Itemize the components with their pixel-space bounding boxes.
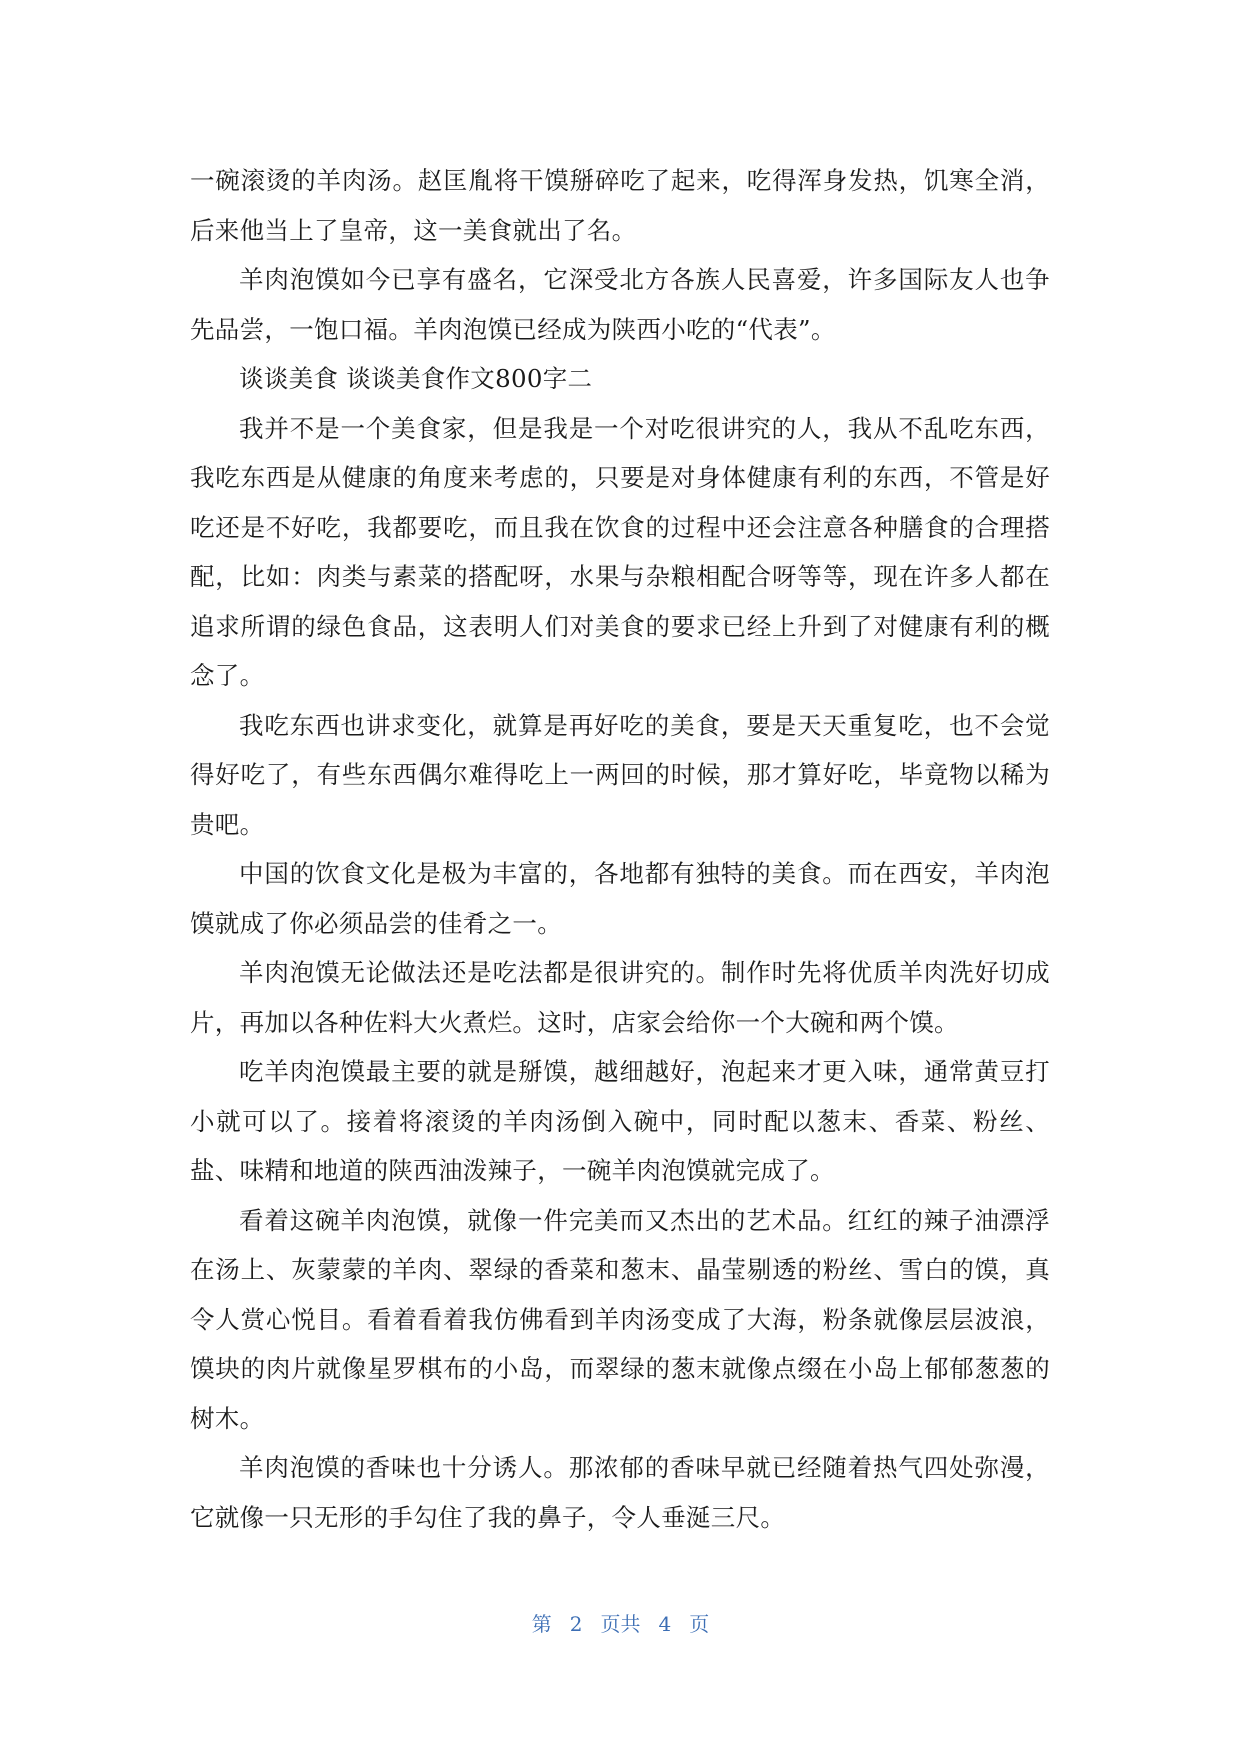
section-heading: 谈谈美食 谈谈美食作文800字二 [239, 364, 593, 393]
footer-page-number: 2 [569, 1612, 583, 1636]
paragraph: 我并不是一个美食家，但是我是一个对吃很讲究的人，我从不乱吃东西，我吃东西是从健康的角度来考虑的，只要是对身体健康有利的东西，不管是好吃还是不好吃，我都要吃，而且我在饮食的过程中还会注意各种膳食的合理搭配，比如：肉类与素菜的搭配呀，水果与杂粮相配合呀等等，现在许多人都在追求所谓的绿色食品，这表明人们对美食的要求已经上升到了对健康有利的概念了。 [190, 413, 1050, 690]
footer-label-di: 第 [531, 1612, 552, 1636]
paragraph: 羊肉泡馍无论做法还是吃法都是很讲究的。制作时先将优质羊肉洗好切成片，再加以各种佐料大火煮烂。这时，店家会给你一个大碗和两个馍。 [190, 958, 1050, 1037]
paragraph: 中国的饮食文化是极为丰富的，各地都有独特的美食。而在西安，羊肉泡馍就成了你必须品尝的佳肴之一。 [190, 859, 1050, 938]
paragraph-continued: 一碗滚烫的羊肉汤。赵匡胤将干馍掰碎吃了起来，吃得浑身发热，饥寒全消，后来他当上了皇帝，这一美食就出了名。 [190, 166, 1050, 245]
footer-label-ye-gong: 页共 [600, 1612, 641, 1636]
paragraph: 看着这碗羊肉泡馍，就像一件完美而又杰出的艺术品。红红的辣子油漂浮在汤上、灰蒙蒙的羊肉、翠绿的香菜和葱末、晶莹剔透的粉丝、雪白的馍，真令人赏心悦目。看着看着我仿佛看到羊肉汤变成了大海，粉条就像层层波浪，馍块的肉片就像星罗棋布的小岛，而翠绿的葱末就像点缀在小岛上郁郁葱葱的树木。 [190, 1205, 1050, 1433]
page-footer [0, 1608, 1241, 1637]
paragraph: 吃羊肉泡馍最主要的就是掰馍，越细越好，泡起来才更入味，通常黄豆打小就可以了。接着将滚烫的羊肉汤倒入碗中，同时配以葱末、香菜、粉丝、盐、味精和地道的陕西油泼辣子，一碗羊肉泡馍就完成了。 [190, 1057, 1050, 1185]
footer-total-pages: 4 [658, 1612, 672, 1636]
paragraph: 羊肉泡馍如今已享有盛名，它深受北方各族人民喜爱，许多国际友人也争先品尝，一饱口福。羊肉泡馍已经成为陕西小吃的“代表”。 [190, 265, 1050, 344]
paragraph: 我吃东西也讲求变化，就算是再好吃的美食，要是天天重复吃，也不会觉得好吃了，有些东西偶尔难得吃上一两回的时候，那才算好吃，毕竟物以稀为贵吧。 [190, 710, 1050, 839]
document-body [190, 156, 1050, 1542]
footer-label-ye: 页 [689, 1612, 710, 1636]
paragraph: 羊肉泡馍的香味也十分诱人。那浓郁的香味早就已经随着热气四处弥漫，它就像一只无形的手勾住了我的鼻子，令人垂涎三尺。 [190, 1453, 1050, 1532]
